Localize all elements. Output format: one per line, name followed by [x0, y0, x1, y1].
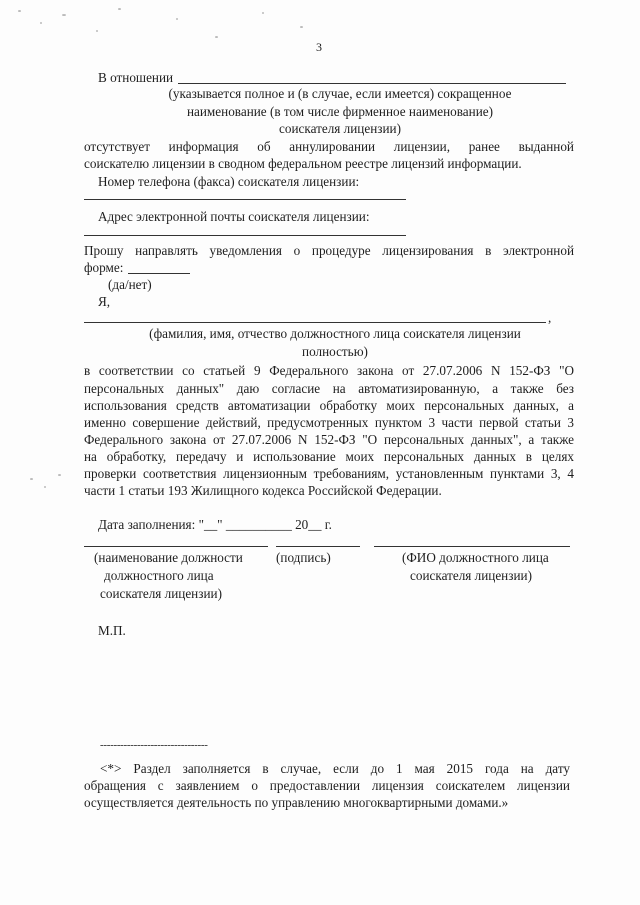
- email-label: Адрес электронной почты соискателя лицензии:: [98, 209, 370, 224]
- scan-noise: [262, 12, 264, 14]
- annulment-text-line: соискателю лицензии в сводном федеральном реестре лицензий информации.: [84, 156, 522, 171]
- consent-text-line: в соответствии со статьей 9 Федерального закона от 27.07.2006 N 152-ФЗ "О: [84, 363, 574, 378]
- footnote-text-line: обращения с заявлением о предоставлении лицензия соискателем лицензии: [84, 778, 570, 793]
- fill-date-label: Дата заполнения: ": [98, 517, 204, 532]
- page-number: 3: [316, 40, 322, 54]
- fill-date: [98, 517, 332, 532]
- official-note: (фамилия, имя, отчество должностного лица соискателя лицензии: [149, 326, 521, 341]
- official-note: полностью): [302, 344, 368, 359]
- fill-date-month: __________: [225, 517, 292, 532]
- position-note: должностного лица: [104, 568, 214, 583]
- position-note: (наименование должности: [94, 550, 243, 565]
- organization-name-line: [178, 83, 566, 84]
- consent-text-line: именно совершение действий, предусмотренных пунктом 3 части первой статьи 3: [84, 415, 574, 430]
- scan-noise: [58, 474, 61, 476]
- organization-note: наименование (в том числе фирменное наименование): [186, 104, 494, 119]
- fill-date-quote: ": [217, 517, 223, 532]
- fio-note: (ФИО должностного лица: [402, 550, 549, 565]
- in-relation-label: В отношении: [98, 70, 174, 85]
- consent-text-line: части 1 статьи 193 Жилищного кодекса Российской Федерации.: [84, 483, 442, 498]
- scan-noise: [30, 478, 33, 480]
- fio-signature-line: [374, 546, 570, 547]
- phone-label: Номер телефона (факса) соискателя лицензии:: [98, 174, 360, 189]
- fill-date-year: 20__ г.: [295, 517, 332, 532]
- fio-note: соискателя лицензии): [410, 568, 532, 583]
- organization-note: (указывается полное и (в случае, если имеется) сокращенное: [168, 86, 512, 101]
- signature-note: (подпись): [276, 550, 331, 565]
- scan-noise: [118, 8, 121, 10]
- organization-note: соискателя лицензии): [279, 121, 401, 136]
- annulment-text-line: отсутствует информация об аннулировании лицензии, ранее выданной: [84, 139, 574, 154]
- official-name-line: [84, 322, 546, 323]
- scan-noise: [300, 26, 303, 28]
- stamp-label: М.П.: [98, 623, 126, 638]
- consent-text-line: на обработку, передачу и использование моих персональных данных в целях: [84, 449, 574, 464]
- official-line-comma: ,: [548, 310, 552, 325]
- consent-text-line: Федерального закона от 27.07.2006 N 152-ФЗ "О персональных данных", а также: [84, 432, 574, 447]
- scan-noise: [18, 10, 21, 12]
- email-line: [84, 235, 406, 236]
- i-label: Я,: [98, 294, 111, 309]
- footnote-text-line: <*> Раздел заполняется в случае, если до 1 мая 2015 года на дату: [100, 761, 570, 776]
- scan-noise: [96, 30, 98, 32]
- scan-noise: [215, 36, 218, 38]
- fill-date-day: __: [203, 517, 218, 532]
- consent-text-line: проверки соответствия лицензионным требованиям, установленным пунктами 3, 4: [84, 466, 574, 481]
- footnote-text-line: осуществляется деятельность по управлению многоквартирными домами.»: [84, 795, 509, 810]
- scan-noise: [62, 14, 66, 16]
- consent-text-line: персональных данных" даю согласие на автоматизированную, а также без: [84, 381, 574, 396]
- signature-line: [276, 546, 360, 547]
- notify-text-line: форме:: [84, 260, 124, 275]
- notify-text-line: Прошу направлять уведомления о процедуре лицензирования в электронной: [84, 243, 574, 258]
- notify-answer-line: [128, 273, 190, 274]
- scan-noise: [40, 22, 42, 24]
- yes-no-note: (да/нет): [108, 277, 152, 292]
- consent-text-line: использования средств автоматизации обработку моих персональных данных, а: [84, 398, 574, 413]
- scan-noise: [176, 18, 178, 20]
- footnote-separator: --------------------------------: [100, 739, 208, 751]
- phone-line: [84, 199, 406, 200]
- scan-noise: [44, 486, 46, 488]
- position-signature-line: [84, 546, 268, 547]
- position-note: соискателя лицензии): [100, 586, 222, 601]
